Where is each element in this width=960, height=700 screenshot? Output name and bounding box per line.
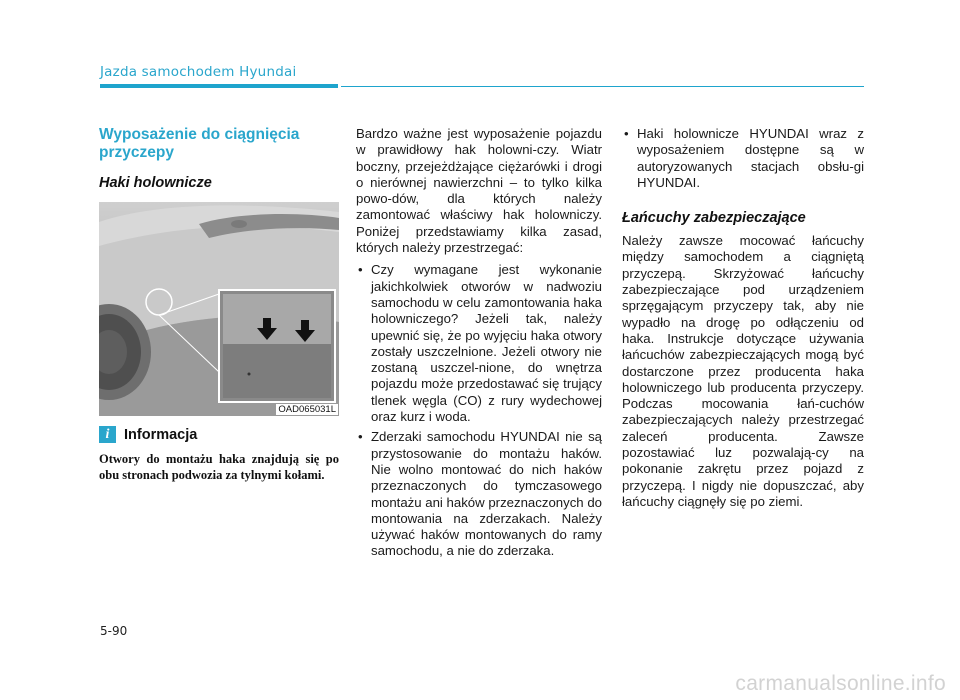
list-item: • Haki holownicze HYUNDAI wraz z wyposażeniem dostępne są w autoryzowanych stacjach obsłu-gi HYUNDAI. [624, 126, 864, 190]
info-title: Informacja [124, 426, 198, 443]
figure-caption: OAD065031L [278, 404, 336, 415]
column-left [99, 126, 339, 483]
info-icon: i [99, 426, 116, 443]
header-rule-thin [341, 86, 864, 87]
intro-paragraph: Bardzo ważne jest wyposażenie pojazdu w prawidłowy hak holowni-czy. Wiatr boczny, przejeżdżające ciężarówki i drogi o nierównej nawierzchni – to tylko kilka powo-dów, dla których należy zamontować właściwy hak holowniczy. Poniżej przedstawiamy kilka zasad, których należy przestrzegać: [356, 126, 602, 256]
bullet-list [622, 126, 864, 191]
info-body: Otwory do montażu haka znajdują się po obu stronach podwozia za tylnymi kołami. [99, 452, 339, 482]
section-title: Wyposażenie do ciągnięcia przyczepy [99, 126, 300, 161]
header-title: Jazda samochodem Hyundai [100, 64, 297, 80]
tow-hook-figure [99, 202, 339, 416]
info-header [99, 426, 339, 443]
column-right [622, 126, 864, 510]
column-middle [356, 126, 602, 564]
subsection-title: Haki holownicze [99, 175, 212, 191]
page-number: 5-90 [100, 624, 128, 638]
list-item: • Zderzaki samochodu HYUNDAI nie są przystosowanie do montażu haków. Nie wolno montować do nich haków przeznaczonych do tymczasowego montażu ani haków przeznaczonych do montowania na zderzakach. Należy używać haków montowanych do ramy samochodu, a nie do zderzaka. [358, 429, 602, 559]
watermark: carmanualsonline.info [735, 672, 946, 695]
list-item: • Czy wymagane jest wykonanie jakichkolwiek otworów w nadwoziu samochodu w celu zamontowania haka holowniczego? Jeżeli tak, należy upewnić się, że po wyjęciu haka otwory zostały uszczelnione. Jeżeli otwory nie zostaną uszczel-nione, do wnętrza pojazdu może przedostawać się trujący tlenek węgla (CO) z rury wydechowej oraz kurz i woda. [358, 262, 602, 425]
header-rule-thick [100, 84, 338, 88]
chains-paragraph: Należy zawsze mocować łańcuchy między samochodem a ciągniętą przyczepą. Skrzyżować łańcuchy zabezpieczające pod urządzeniem sprzęgającym przyczepy tak, aby nie wypadło na drogę po odłączeniu od haka. Instrukcje dotyczące używania łańcuchów zabezpieczających mogą być dostarczone przez producenta haka holowniczego lub producenta przyczepy. Podczas mocowania łań-cuchów zabezpieczających należy przestrzegać zaleceń producenta. Zawsze pozostawiać luz pozwalają-cy na pokonanie zakrętu przez pojazd z przyczepą. I nigdy nie dopuszczać, aby łańcuchy ciągnęły się po ziemi. [622, 233, 864, 509]
bullet-list [356, 262, 602, 559]
subsection-title-chains: Łańcuchy zabezpieczające [622, 210, 806, 227]
car-rear-illustration [99, 202, 339, 416]
